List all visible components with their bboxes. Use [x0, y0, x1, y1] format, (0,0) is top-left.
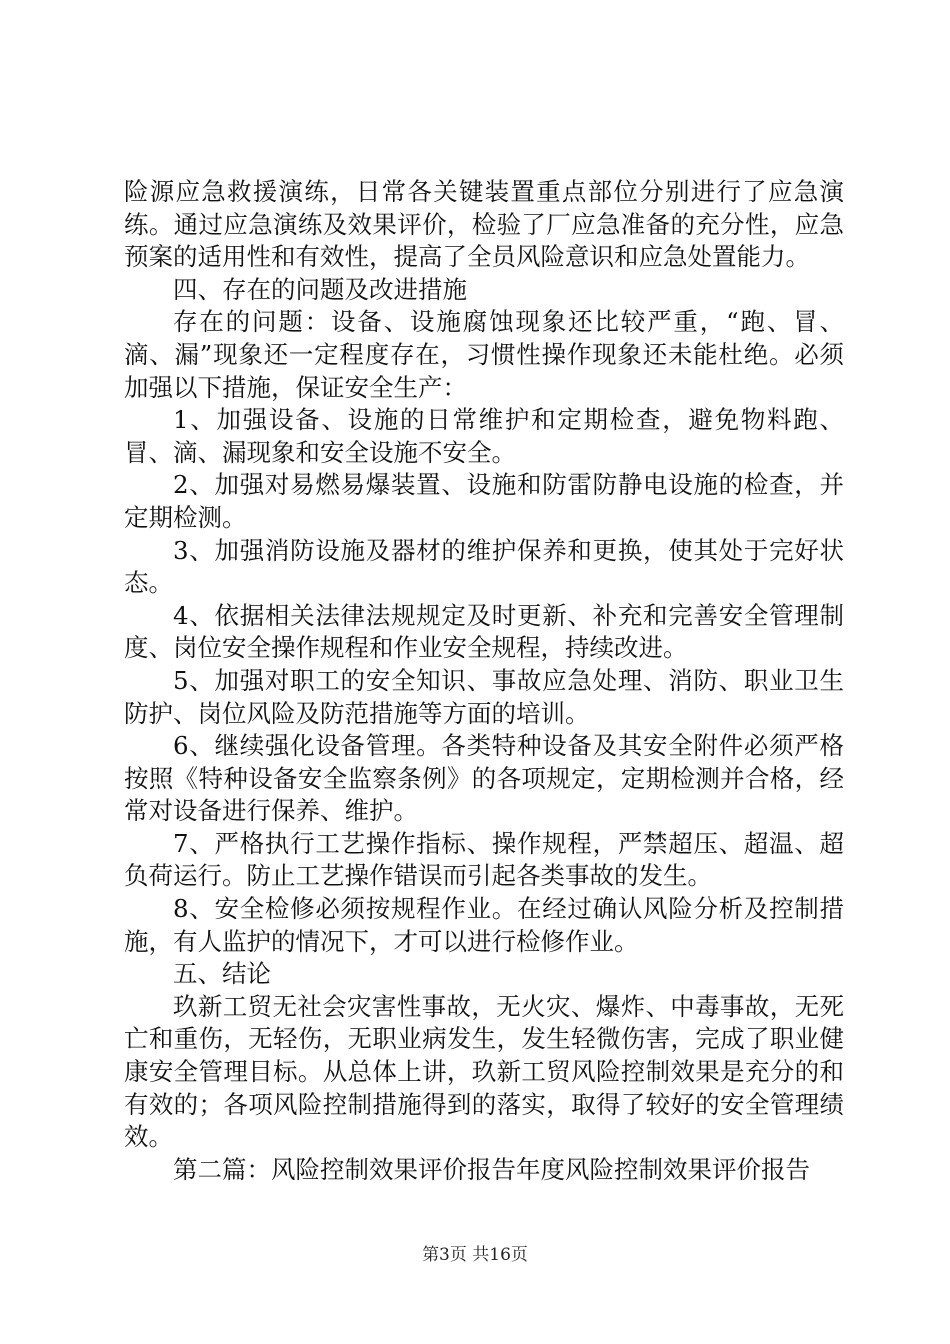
page-footer [0, 1240, 950, 1265]
list-item-measure-2: 2、加强对易燃易爆装置、设施和防雷防静电设施的检查，并定期检测。 [124, 470, 844, 532]
paragraph-issues: 存在的问题：设备、设施腐蚀现象还比较严重，“跑、冒、滴、漏”现象还一定程度存在，习惯性操作现象还未能杜绝。必须加强以下措施，保证安全生产： [124, 307, 844, 402]
list-item-measure-4: 4、依据相关法律法规规定及时更新、补充和完善安全管理制度、岗位安全操作规程和作业安全规程，持续改进。 [124, 600, 844, 663]
list-item-measure-8: 8、安全检修必须按规程作业。在经过确认风险分析及控制措施，有人监护的情况下，才可以进行检修作业。 [124, 894, 844, 956]
list-item-measure-5: 5、加强对职工的安全知识、事故应急处理、消防、职业卫生防护、岗位风险及防范措施等方面的培训。 [124, 665, 844, 728]
page-indicator: 第3页 共16页 [422, 1245, 528, 1265]
paragraph-next-chapter-title: 第二篇：风险控制效果评价报告年度风险控制效果评价报告 [173, 1154, 810, 1184]
document-body [124, 176, 844, 1186]
list-item-measure-3: 3、加强消防设施及器材的维护保养和更换，使其处于完好状态。 [124, 535, 844, 598]
list-item-measure-7: 7、严格执行工艺操作指标、操作规程，严禁超压、超温、超负荷运行。防止工艺操作错误而引起各类事故的发生。 [124, 828, 844, 891]
list-item-measure-1: 1、加强设备、设施的日常维护和定期检查，避免物料跑、冒、滴、漏现象和安全设施不安全。 [124, 405, 844, 467]
section-heading-conclusion: 五、结论 [173, 959, 271, 989]
paragraph-continuation: 险源应急救援演练，日常各关键装置重点部位分别进行了应急演练。通过应急演练及效果评价，检验了厂应急准备的充分性，应急预案的适用性和有效性，提高了全员风险意识和应急处置能力。 [124, 177, 844, 272]
paragraph-conclusion: 玖新工贸无社会灾害性事故，无火灾、爆炸、中毒事故，无死亡和重伤，无轻伤，无职业病发生，发生轻微伤害，完成了职业健康安全管理目标。从总体上讲，玖新工贸风险控制效果是充分的和有效的；各项风险控制措施得到的落实，取得了较好的安全管理绩效。 [124, 991, 844, 1152]
list-item-measure-6: 6、继续强化设备管理。各类特种设备及其安全附件必须严格按照《特种设备安全监察条例》的各项规定，定期检测并合格，经常对设备进行保养、维护。 [124, 731, 844, 826]
section-heading-issues: 四、存在的问题及改进措施 [173, 274, 467, 304]
